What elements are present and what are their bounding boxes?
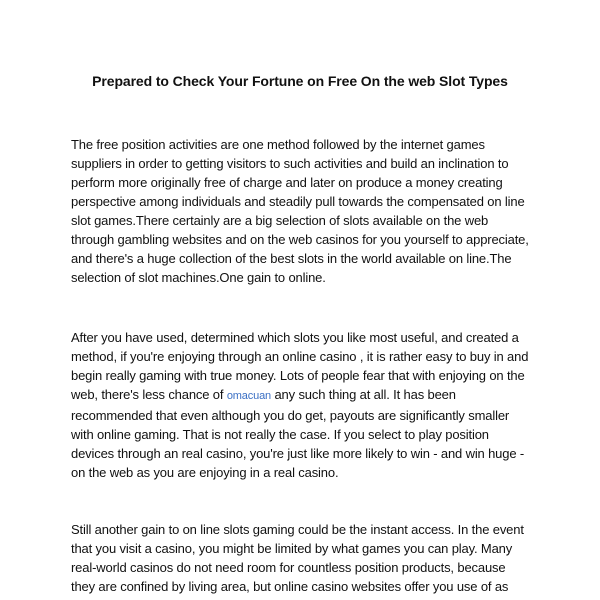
paragraph-2-text-after: any such thing at all. It has been recommended that even although you do get, payouts are significantly smaller with online gaming. That is not really the case. If you select to play position devices through an real casino, you're just like more likely to win - and win huge - on the web as you are enjoying in a real casino. xyxy=(71,387,525,480)
paragraph-3: Still another gain to on line slots gaming could be the instant access. In the event that you visit a casino, you might be limited by what games you can play. Many real-world casinos do not need room for countless position products, because they are confined by living area, but online casino websites offer you use of as xyxy=(71,522,524,594)
document-title: Prepared to Check Your Fortune on Free On the web Slot Types xyxy=(92,73,508,89)
paragraph-2-text-before: After you have used, determined which slots you like most useful, and created a method, if you're enjoying through an online casino , it is rather easy to buy in and begin really gaming with true money. Lots of people fear that with enjoying on the web, there's less chance of xyxy=(71,330,529,402)
paragraph-2 xyxy=(71,328,531,482)
omacuan-link[interactable]: omacuan xyxy=(226,390,272,402)
paragraph-1: The free position activities are one method followed by the internet games suppliers in order to getting visitors to such activities and build an inclination to perform more originally free of charge and later on produce a money creating perspective among individuals and steadily pull towards the compensated on line slot games.There certainly are a big selection of slots available on the web through gambling websites and on the web casinos for you yourself to appreciate, and there's a huge collection of the best slots in the world available on line.The selection of slot machines.One gain to online. xyxy=(71,137,529,285)
